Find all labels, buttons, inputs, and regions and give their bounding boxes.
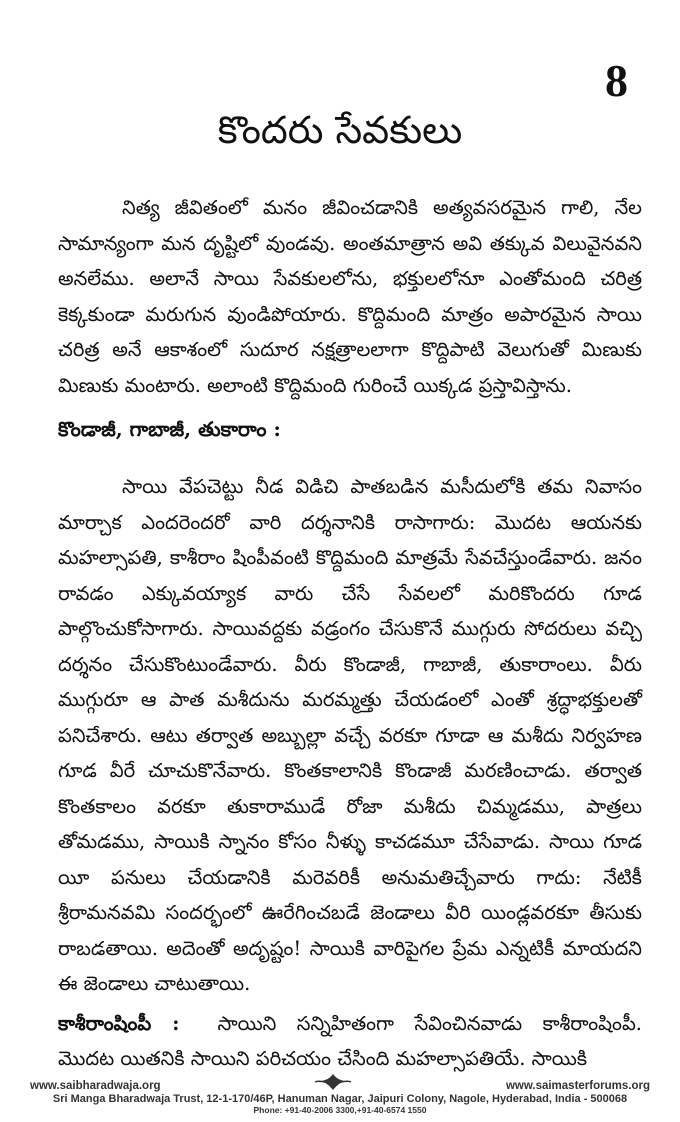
section-heading-kondaji: కొండాజీ, గాబాజీ, తుకారాం : bbox=[58, 417, 281, 441]
paragraph-intro bbox=[58, 190, 642, 403]
ornament-icon bbox=[313, 1070, 353, 1092]
footer-website-left[interactable]: www.saibharadwaja.org bbox=[30, 1080, 161, 1092]
footer-address: Sri Manga Bharadwaja Trust, 12-1-170/46P, Hanuman Nagar, Jaipuri Colony, Nagole, Hyderabad, India - 500068 bbox=[52, 1093, 628, 1105]
paragraph-intro-text: నిత్య జీవితంలో మనం జీవించడానికి అత్యవసరమైన గాలి, నేల సామాన్యంగా మన దృష్టిలో వుండవు. అంతమాత్రాన అవి తక్కువ విలువైనవని అనలేము. అలానే సాయి సేవకులలోను, భక్తులలోనూ ఎంతోమంది చరిత్ర కెక్కకుండా మరుగున వుండిపోయారు. కొద్దిమంది మాత్రం అపారమైన సాయి చరిత్ర అనే ఆకాశంలో సుదూర నక్షత్రాలలాగా కొద్దిపాటి వెలుగుతో మిణుకు మిణుకు మంటారు. అలాంటి కొద్దిమంది గురించే యిక్కడ ప్రస్తావిస్తాను. bbox=[58, 196, 642, 397]
footer-website-right[interactable]: www.saimasterforums.org bbox=[505, 1080, 650, 1092]
paragraph-kashiram-text: సాయిని సన్నిహితంగా సేవించినవాడు కాశీరాంషింపీ. మొదట యితనికి సాయిని పరిచయం చేసింది మహల్సాపతియే. సాయికి bbox=[58, 1011, 643, 1070]
paragraph-kondaji-text: సాయి వేపచెట్టు నీడ విడిచి పాతబడిన మసీదులోకి తమ నివాసం మార్చాక ఎందరెందరో వారి దర్శనానికి రాసాగారు: మొదట ఆయనకు మహల్సాపతి, కాశీరాం షింపీవంటి కొద్దిమంది మాత్రమే సేవచేస్తుండేవారు. జనం రావడం ఎక్కువయ్యాక వారు చేసే సేవలలో మరికొందరు గూడ పాల్గొంచుకోసాగారు. సాయివద్దకు వడ్రంగం చేసుకొనే ముగ్గురు సోదరులు వచ్చి దర్శనం చేసుకొంటుండేవారు. వీరు కొండాజీ, గాబాజీ, తుకారాంలు. వీరు ముగ్గురూ ఆ పాత మశీదును మరమ్మత్తు చేయడంలో ఎంతో శ్రద్ధాభక్తులతో పనిచేశారు. ఆటు తర్వాత అబ్బుల్లా వచ్చే వరకూ గూడా ఆ మశీదు నిర్వహణ గూడ వీరే చూచుకొనేవారు. కొంతకాలానికి కొండాజీ మరణించాడు. తర్వాత కొంతకాలం వరకూ తుకారాముడే రోజా మశీదు చిమ్మడము, పాత్రలు తోమడము, సాయికి స్నానం కోసం నీళ్ళు కాచడమూ చేసేవాడు. సాయి గూడ యీ పనులు చేయడానికి మరెవరికీ అనుమతిచ్చేవారు గాదు: నేటికీ శ్రీరామనవమి సందర్భంలో ఊరేగించబడే జెండాలు వీరి యిండ్లవరకూ తీసుకు రాబడతాయి. అదెంతో అదృష్టం! సాయికి వారిపైగల ప్రేమ ఎన్నటికీ మాయదని ఈ జెండాలు చాటుతాయి. bbox=[58, 475, 642, 995]
page-footer bbox=[30, 1070, 650, 1115]
footer-phone: Phone: +91-40-2006 3300,+91-40-6574 1550 bbox=[253, 1105, 427, 1115]
paragraph-kondaji bbox=[58, 469, 642, 1002]
chapter-number: 8 bbox=[605, 55, 628, 106]
paragraph-kashiram bbox=[58, 1006, 642, 1077]
section-heading-kashiram: కాశీరాంషింపీ : bbox=[58, 1011, 180, 1035]
footer-links-row bbox=[30, 1070, 650, 1092]
page-content bbox=[58, 190, 642, 1077]
page-title: కొందరు సేవకులు bbox=[217, 108, 463, 152]
